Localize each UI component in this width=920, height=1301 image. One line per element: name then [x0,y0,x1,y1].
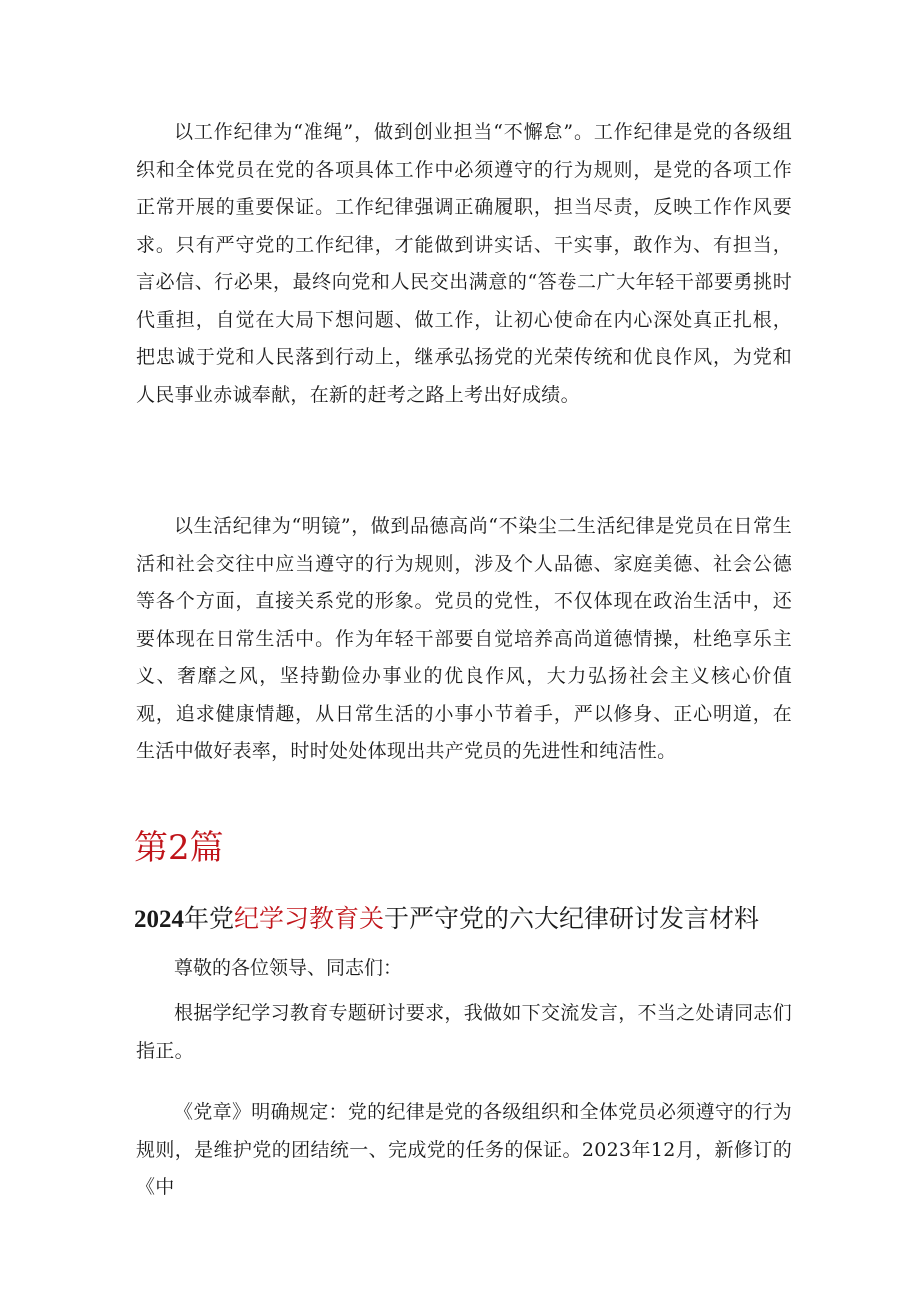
paragraph-life-discipline: 以生活纪律为“明镜”，做到品德高尚“不染尘二生活纪律是党员在日常生活和社会交往中应当遵守的行为规则，涉及个人品德、家庭美德、社会公德等各个方面，直接关系党的形象。党员的党性，不仅体现在政治生活中，还要体现在日常生活中。作为年轻干部要自觉培养高尚道德情操，杜绝享乐主义、奢靡之风，坚持勤俭办事业的优良作风，大力弘扬社会主义核心价值观，追求健康情趣，从日常生活的小事小节着手，严以修身、正心明道，在生活中做好表率，时时处处体现出共产党员的先进性和纯洁性。 [136,515,792,762]
title-year: 2024 [134,906,184,933]
title-part-1: 年党 [184,904,235,933]
title-part-2: 于严守党的六大纪律研讨发言材料 [384,904,760,933]
paragraph-party-constitution: 《党章》明确规定：党的纪律是党的各级组织和全体党员必须遵守的行为规则，是维护党的团结统一、完成党的任务的保证。2023年12月，新修订的《中 [136,1101,792,1198]
document-title [134,899,759,940]
paragraph-work-discipline: 以工作纪律为“准绳”，做到创业担当“不懈怠”。工作纪律是党的各级组织和全体党员在党的各项具体工作中必须遵守的行为规则，是党的各项工作正常开展的重要保证。工作纪律强调正确履职，担当尽责，反映工作作风要求。只有严守党的工作纪律，才能做到讲实话、干实事，敢作为、有担当，言必信、行必果，最终向党和人民交出满意的“答卷二广大年轻干部要勇挑时代重担，自觉在大局下想问题、做工作，让初心使命在内心深处真正扎根，把忠诚于党和人民落到行动上，继承弘扬党的光荣传统和优良作风，为党和人民事业赤诚奉献，在新的赶考之路上考出好成绩。 [136,121,792,406]
chapter-heading: 第2篇 [134,828,224,868]
paragraph-speech-intro: 根据学纪学习教育专题研讨要求，我做如下交流发言，不当之处请同志们指正。 [136,1002,792,1062]
title-part-red: 纪学习教育关 [234,904,385,933]
speech-greeting: 尊敬的各位领导、同志们： [174,957,403,979]
